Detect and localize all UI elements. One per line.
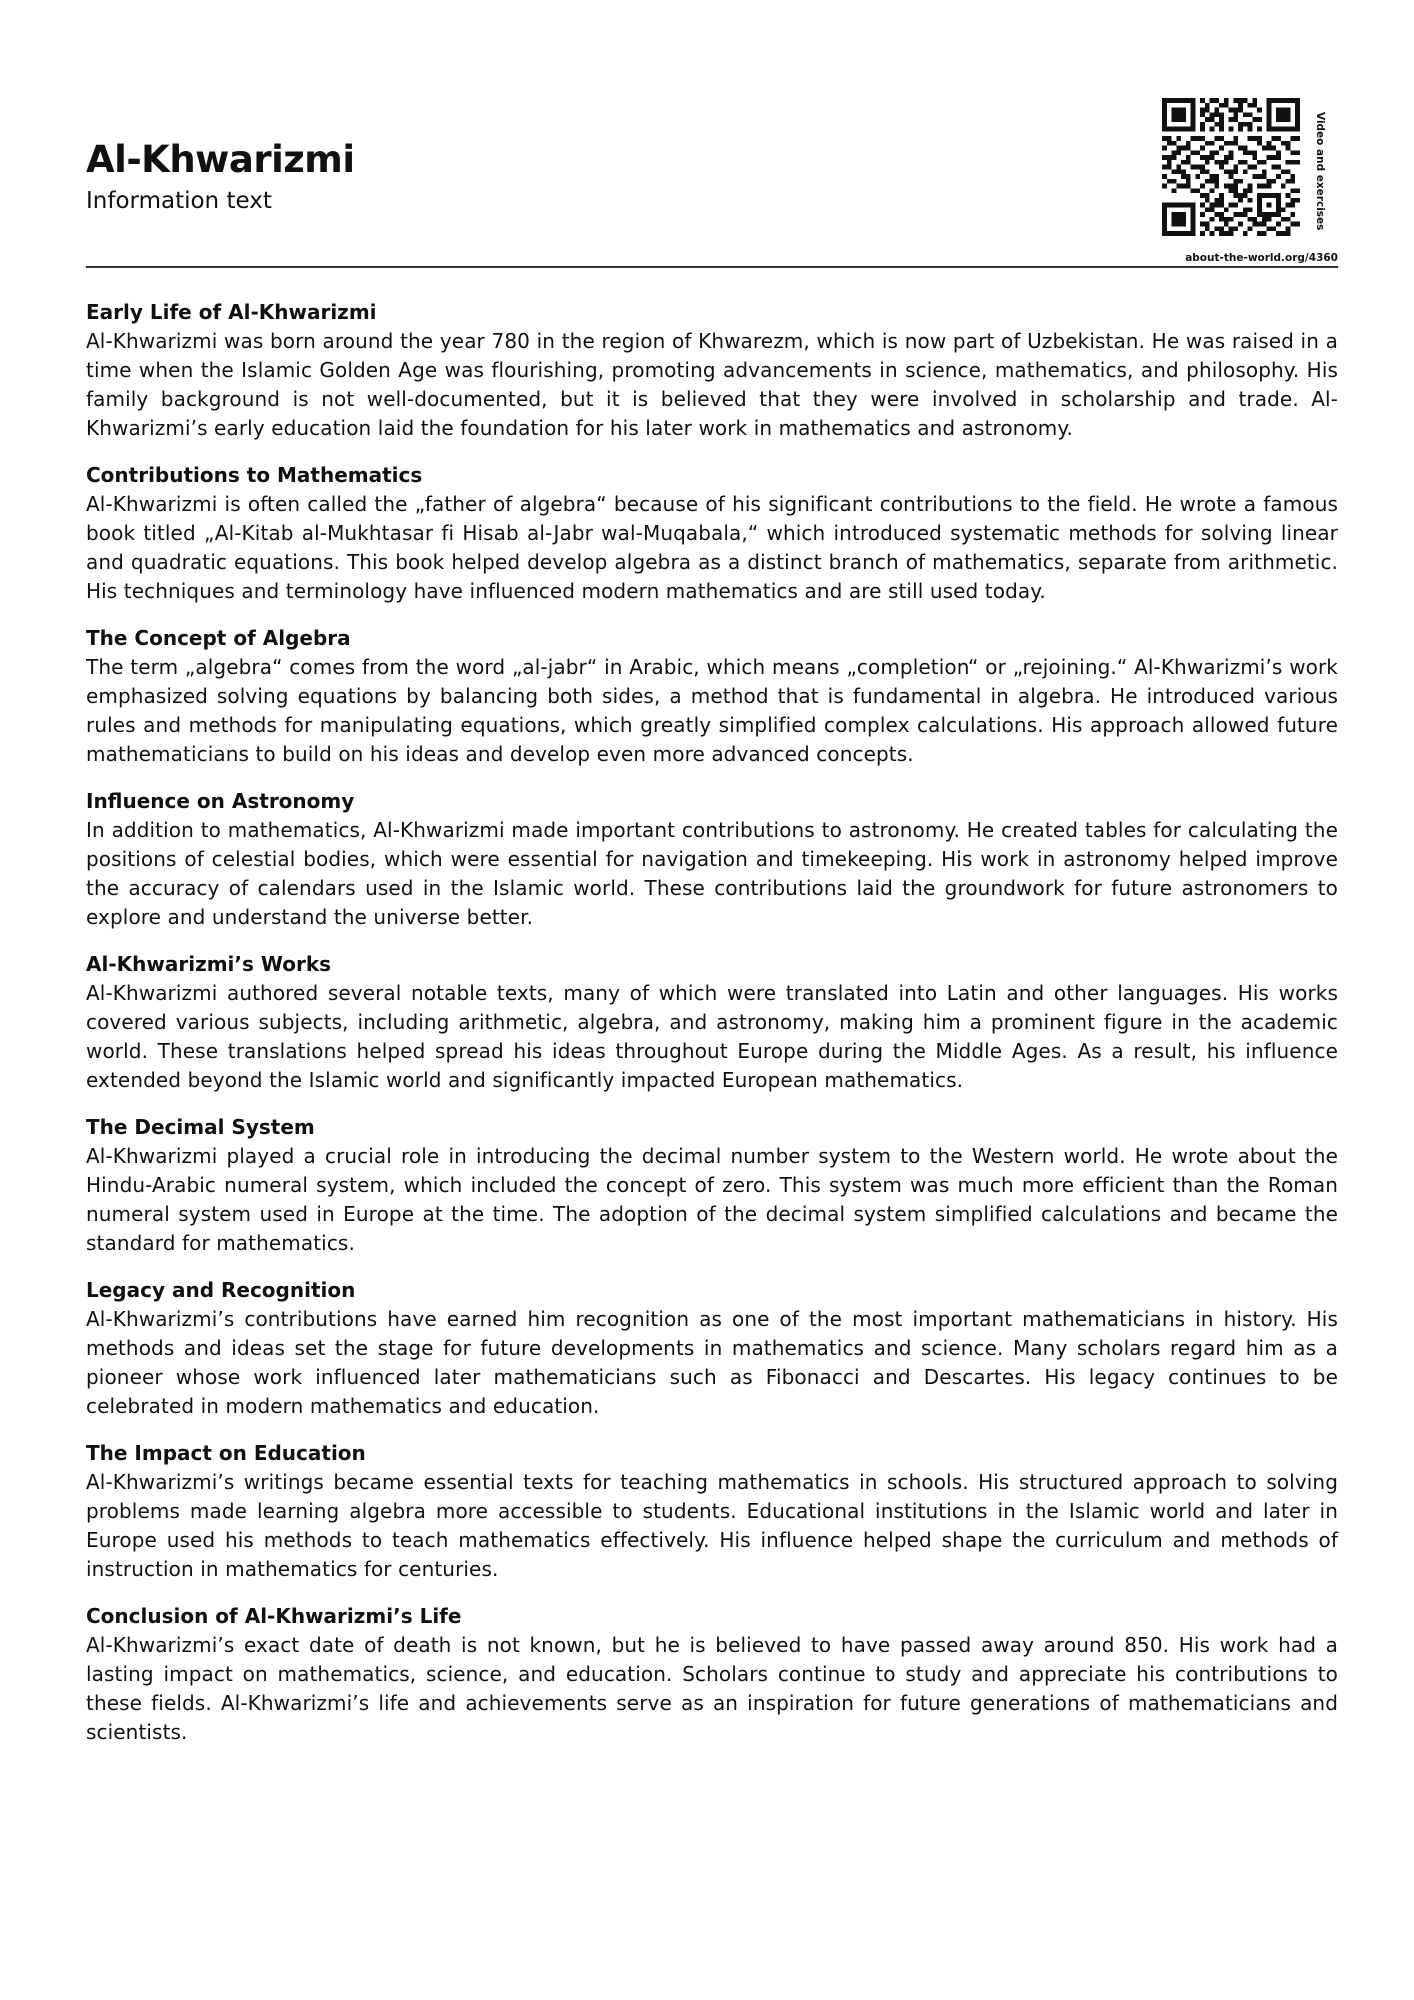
section-impact-on-education <box>86 1439 1338 1584</box>
section-contributions-to-mathematics <box>86 461 1338 606</box>
article-body <box>86 298 1338 1765</box>
source-url[interactable]: about-the-world.org/4360 <box>1185 252 1338 264</box>
section-paragraph: Al-Khwarizmi is often called the „father of algebra“ because of his significant contributions to the field. He wrote a famous book titled „Al-Kitab al-Mukhtasar fi Hisab al-Jabr wal-Muqabala,“ which introduced systematic methods for solving linear and quadratic equations. This book helped develop algebra as a distinct branch of mathematics, separate from arithmetic. His techniques and terminology have influenced modern mathematics and are still used today. <box>86 492 1338 603</box>
section-works <box>86 950 1338 1095</box>
section-heading: Contributions to Mathematics <box>86 463 423 487</box>
qr-side-label: Video and exercises <box>1314 112 1326 231</box>
section-heading: Conclusion of Al-Khwarizmi’s Life <box>86 1604 462 1628</box>
page-title: Al-Khwarizmi <box>86 138 355 181</box>
section-heading: Legacy and Recognition <box>86 1278 356 1302</box>
section-paragraph: The term „algebra“ comes from the word „al-jabr“ in Arabic, which means „completion“ or „rejoining.“ Al-Khwarizmi’s work emphasized solving equations by balancing both sides, a method that is fundamental in algebra. He introduced various rules and methods for manipulating equations, which greatly simplified complex calculations. His approach allowed future mathematicians to build on his ideas and develop even more advanced concepts. <box>86 655 1338 766</box>
qr-code-icon[interactable] <box>1162 98 1300 236</box>
section-paragraph: Al-Khwarizmi was born around the year 780 in the region of Khwarezm, which is now part of Uzbekistan. He was raised in a time when the Islamic Golden Age was flourishing, promoting advancements in science, mathematics, and philosophy. His family background is not well-documented, but it is believed that they were involved in scholarship and trade. Al-Khwarizmi’s early education laid the foundation for his later work in mathematics and astronomy. <box>86 329 1338 440</box>
section-concept-of-algebra <box>86 624 1338 769</box>
section-paragraph: Al-Khwarizmi’s writings became essential texts for teaching mathematics in schools. His structured approach to solving problems made learning algebra more accessible to students. Educational institutions in the Islamic world and later in Europe used his methods to teach mathematics effectively. His influence helped shape the curriculum and methods of instruction in mathematics for centuries. <box>86 1470 1338 1581</box>
section-heading: Early Life of Al-Khwarizmi <box>86 300 377 324</box>
section-heading: The Concept of Algebra <box>86 626 351 650</box>
section-paragraph: Al-Khwarizmi authored several notable texts, many of which were translated into Latin and other languages. His works covered various subjects, including arithmetic, algebra, and astronomy, making him a prominent figure in the academic world. These translations helped spread his ideas throughout Europe during the Middle Ages. As a result, his influence extended beyond the Islamic world and significantly impacted European mathematics. <box>86 981 1338 1092</box>
section-paragraph: Al-Khwarizmi’s exact date of death is not known, but he is believed to have passed away around 850. His work had a lasting impact on mathematics, science, and education. Scholars continue to study and appreciate his contributions to these fields. Al-Khwarizmi’s life and achievements serve as an inspiration for future generations of mathematicians and scientists. <box>86 1633 1338 1744</box>
section-heading: Al-Khwarizmi’s Works <box>86 952 332 976</box>
section-decimal-system <box>86 1113 1338 1258</box>
section-legacy-and-recognition <box>86 1276 1338 1421</box>
section-paragraph: In addition to mathematics, Al-Khwarizmi made important contributions to astronomy. He created tables for calculating the positions of celestial bodies, which were essential for navigation and timekeeping. His work in astronomy helped improve the accuracy of calendars used in the Islamic world. These contributions laid the groundwork for future astronomers to explore and understand the universe better. <box>86 818 1338 929</box>
section-conclusion <box>86 1602 1338 1747</box>
section-heading: Influence on Astronomy <box>86 789 355 813</box>
section-paragraph: Al-Khwarizmi played a crucial role in introducing the decimal number system to the Western world. He wrote about the Hindu-Arabic numeral system, which included the concept of zero. This system was much more efficient than the Roman numeral system used in Europe at the time. The adoption of the decimal system simplified calculations and became the standard for mathematics. <box>86 1144 1338 1255</box>
header-divider <box>86 266 1338 268</box>
section-paragraph: Al-Khwarizmi’s contributions have earned him recognition as one of the most important mathematicians in history. His methods and ideas set the stage for future developments in mathematics and science. Many scholars regard him as a pioneer whose work influenced later mathematicians such as Fibonacci and Descartes. His legacy continues to be celebrated in modern mathematics and education. <box>86 1307 1338 1418</box>
page-subtitle: Information text <box>86 188 272 214</box>
section-influence-on-astronomy <box>86 787 1338 932</box>
section-early-life <box>86 298 1338 443</box>
section-heading: The Impact on Education <box>86 1441 366 1465</box>
section-heading: The Decimal System <box>86 1115 315 1139</box>
